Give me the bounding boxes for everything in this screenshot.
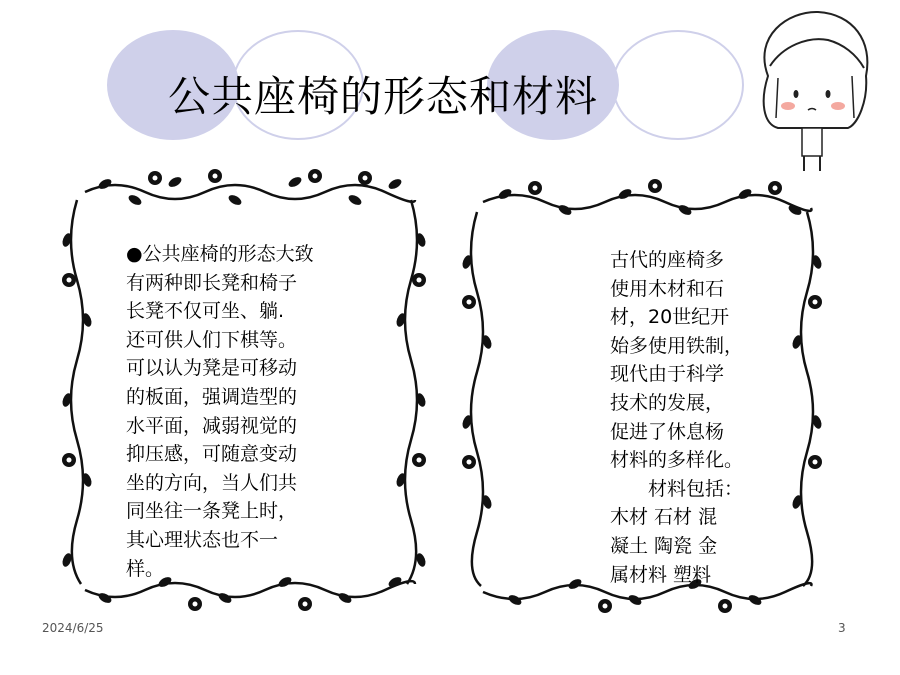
right-text-line: 促进了休息杨 [610,420,725,443]
left-text-line: 同坐往一条凳上时， [126,500,298,523]
slide-title: 公共座椅的形态和材料 [168,72,599,121]
left-text-line: 其心理状态也不一 [126,528,279,551]
left-text-line: 水平面，减弱视觉的 [126,414,298,437]
page-number: 3 [838,621,846,635]
footer-date: 2024/6/25 [42,621,104,635]
left-text-line: 还可供人们下棋等。 [126,328,298,351]
right-text-line: 材料包括： [610,477,744,500]
left-panel-text [126,240,356,583]
right-panel-text [610,246,780,589]
right-text-line: 古代的座椅多 [610,249,725,271]
right-text-line: 使用木材和石 [610,277,725,300]
left-text-line: 的板面，强调造型的 [126,385,298,408]
left-text-line: ●公共座椅的形态大致 [126,243,314,265]
right-text-line: 始多使用铁制， [610,334,744,357]
right-text-line: 凝土 陶瓷 金 [610,534,718,557]
left-text-line: 坐的方向，当人们共 [126,471,298,494]
right-text-line: 现代由于科学 [610,363,725,386]
cartoon-girl-icon [748,6,876,176]
right-text-line: 属材料 塑料 [610,563,712,586]
left-text-line: 可以认为凳是可移动 [126,357,298,380]
right-text-line: 材料的多样化。 [610,449,744,472]
right-text-line: 材，20世纪开 [610,306,730,329]
right-text-line: 木材 石材 混 [610,506,718,529]
left-text-line: 抑压感，可随意变动 [126,443,298,466]
decorative-circle-outline-2 [612,30,744,140]
left-text-line: 长凳不仅可坐、躺. [126,300,285,323]
left-text-line: 样。 [126,557,165,580]
right-text-line: 技术的发展， [610,391,725,414]
left-text-line: 有两种即长凳和椅子 [126,271,298,294]
